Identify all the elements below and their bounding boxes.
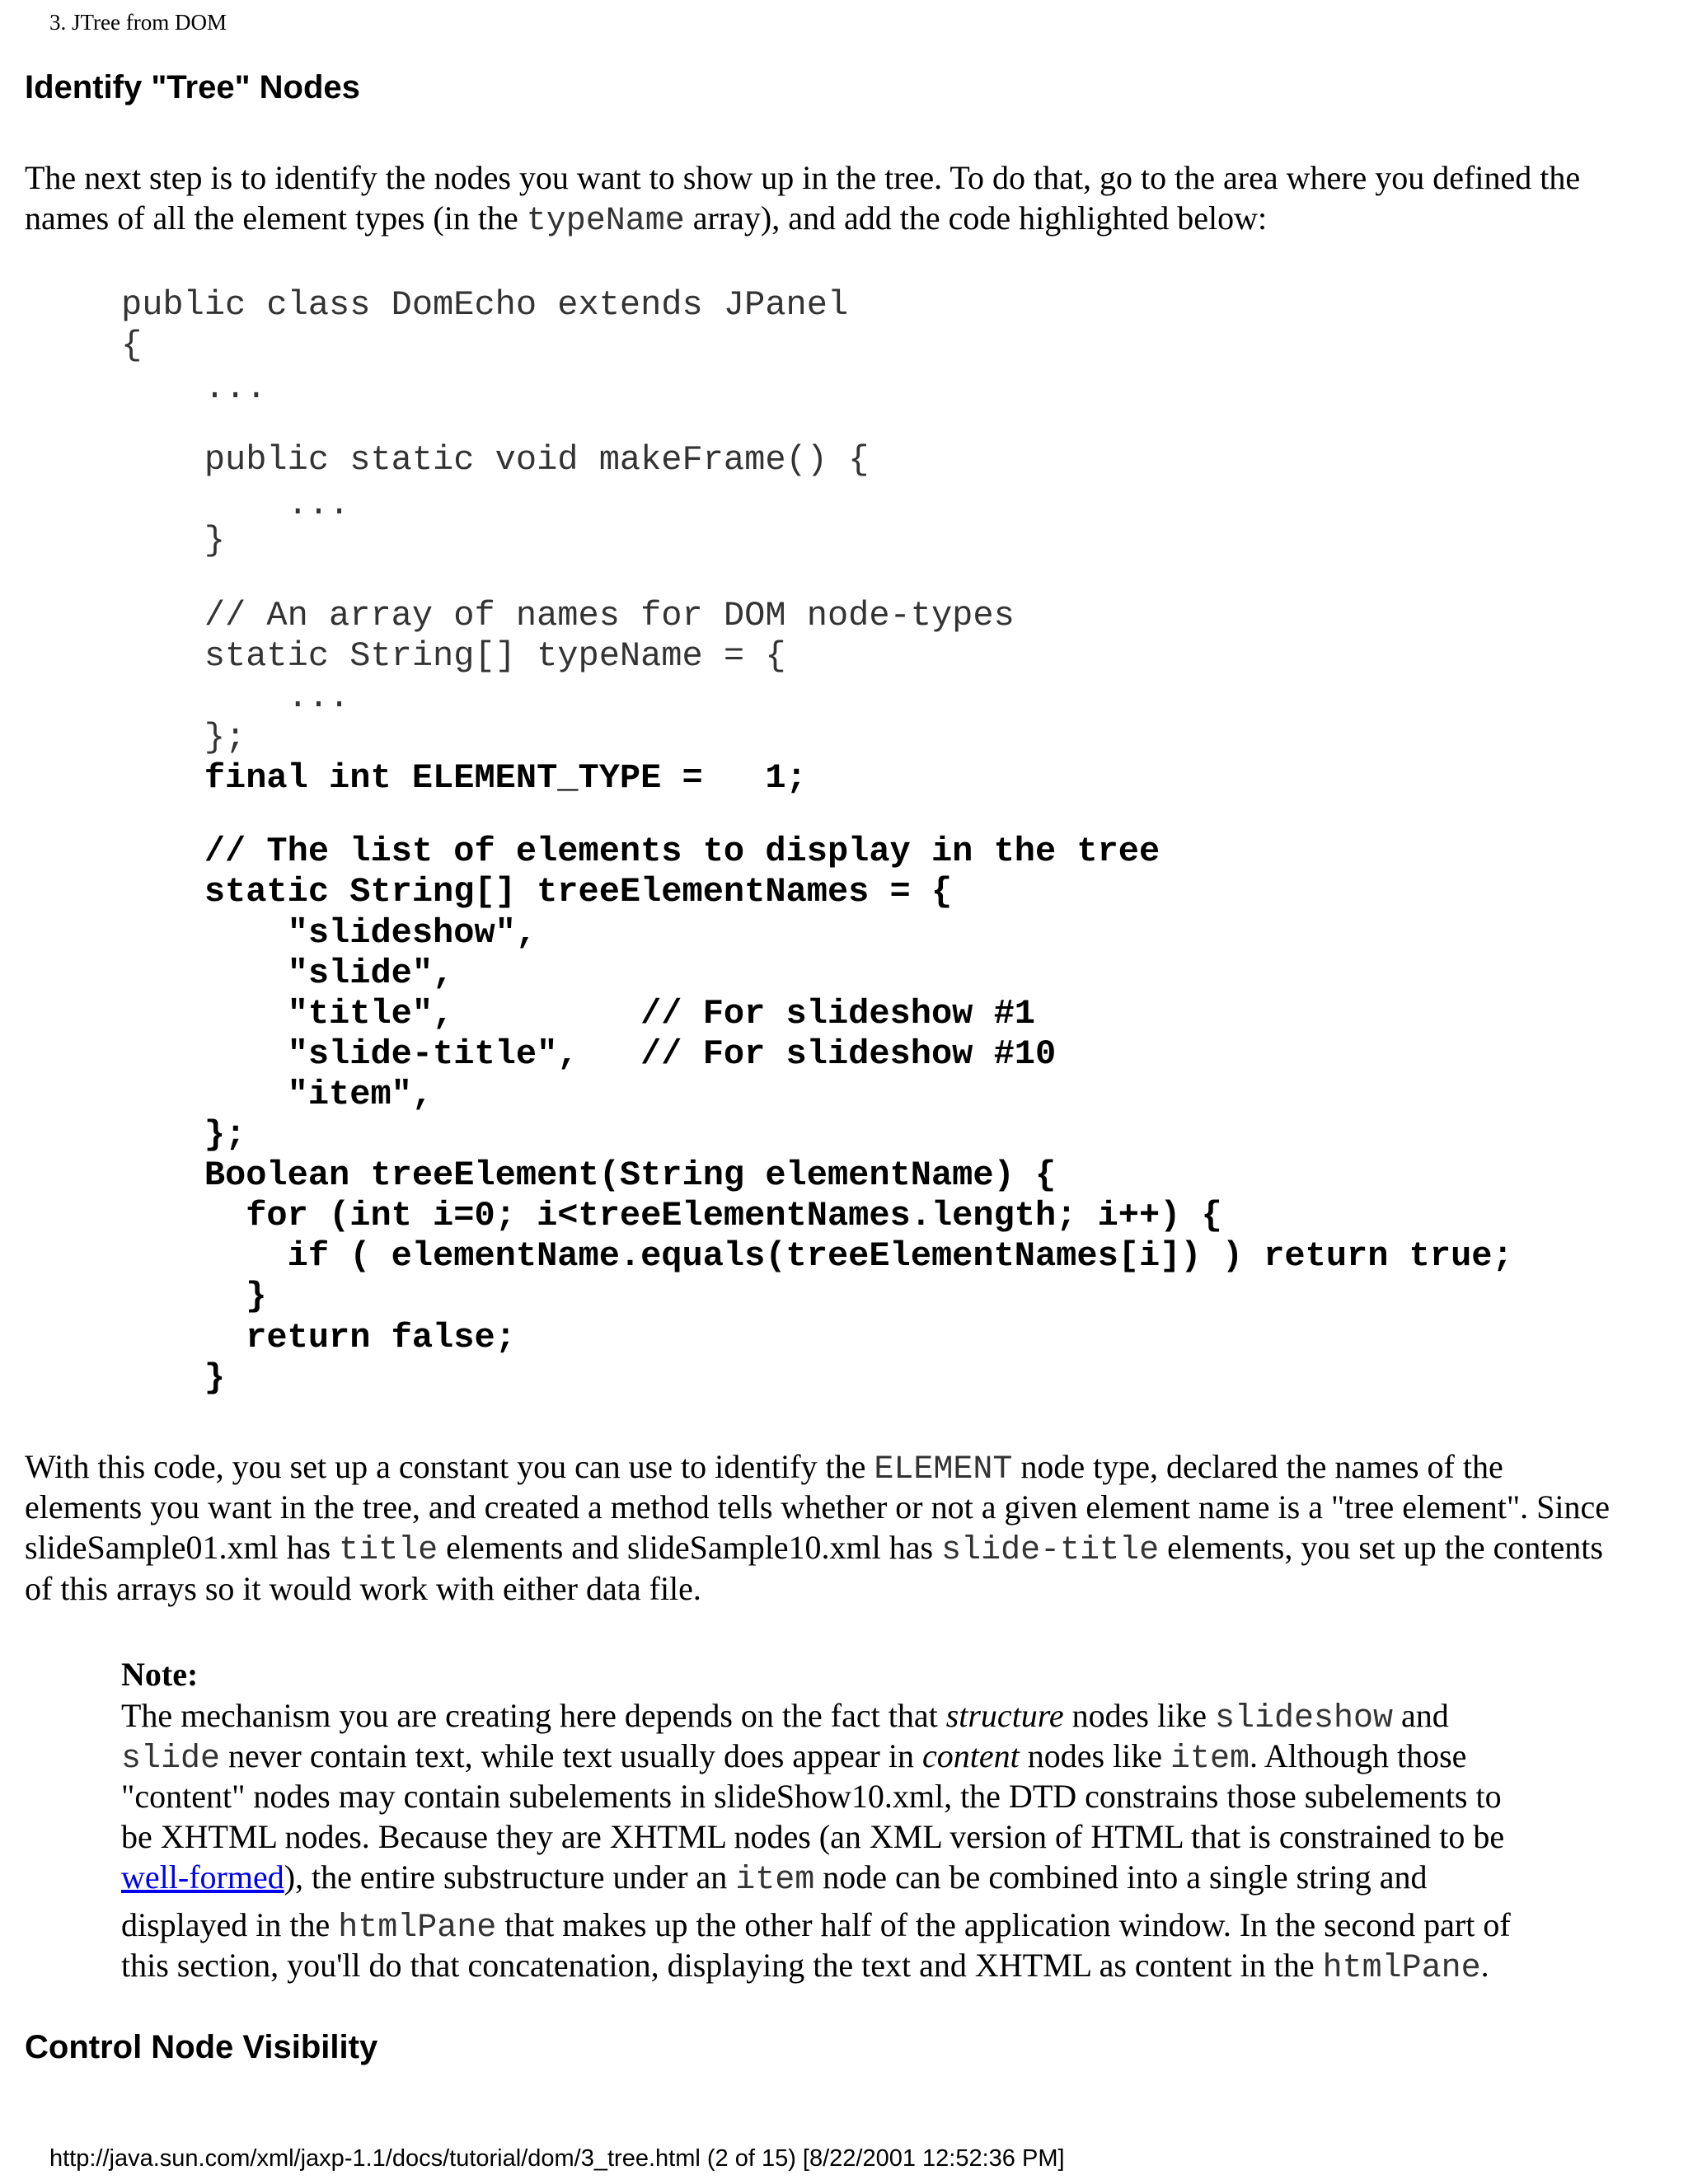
paragraph-line (25, 1568, 701, 1609)
note-line (121, 1736, 1466, 1776)
code-line-highlighted: "slideshow", (121, 913, 537, 953)
text: this section, you'll do that concatenation, displaying the text and XHTML as content in the (121, 1947, 1323, 1984)
text: displayed in the (121, 1906, 339, 1943)
code-line: ... (121, 368, 267, 408)
text: node type, declared the names of the (1012, 1448, 1503, 1485)
code-line-highlighted: if ( elementName.equals(treeElementNames[i]) ) return true; (121, 1236, 1513, 1276)
text: array), and add the code highlighted below: (684, 199, 1268, 237)
text: names of all the element types (in the (25, 199, 527, 237)
text: and (1393, 1697, 1449, 1734)
inline-code: item (735, 1862, 815, 1899)
paragraph-line (25, 1487, 1610, 1527)
note-line (121, 1776, 1502, 1816)
code-line: ... (121, 485, 350, 524)
code-line: } (121, 521, 226, 560)
code-line-highlighted: } (121, 1358, 226, 1398)
page-header: 3. JTree from DOM (49, 10, 227, 35)
code-line: static String[] typeName = { (121, 636, 786, 676)
text: never contain text, while text usually does appear in (220, 1737, 922, 1774)
note-label: Note: (121, 1656, 199, 1693)
code-line-highlighted: "slide", (121, 954, 454, 993)
text: "content" nodes may contain subelements in slideShow10.xml, the DTD constrains those subelements to (121, 1778, 1502, 1815)
text: elements and slideSample10.xml has (438, 1529, 942, 1566)
inline-code: ELEMENT (874, 1451, 1013, 1488)
text: elements you want in the tree, and created a method tells whether or not a given element name is a "tree element". Since (25, 1488, 1611, 1526)
note-line (121, 1816, 1504, 1857)
code-line: { (121, 326, 143, 365)
text: With this code, you set up a constant you can use to identify the (25, 1448, 874, 1485)
inline-code: title (339, 1532, 438, 1569)
inline-code: slideshow (1214, 1700, 1393, 1737)
code-line-highlighted: } (121, 1277, 267, 1316)
note-line (121, 1695, 1449, 1736)
page-footer-url: http://java.sun.com/xml/jaxp-1.1/docs/tutorial/dom/3_tree.html (2 of 15) [8/22/2001 12:52:36 PM] (49, 2145, 1065, 2172)
well-formed-link[interactable]: well-formed (121, 1858, 284, 1896)
text: ), the entire substructure under an (284, 1858, 736, 1896)
inline-code: slide-title (941, 1532, 1160, 1569)
paragraph-line (25, 157, 1580, 198)
code-line-highlighted: final int ELEMENT_TYPE = 1; (121, 758, 807, 798)
text: . Although those (1250, 1737, 1467, 1774)
code-line-highlighted: "title", // For slideshow #1 (121, 994, 1035, 1033)
code-line-highlighted: return false; (121, 1318, 516, 1357)
code-line: }; (121, 718, 246, 757)
emphasis: content (921, 1737, 1020, 1774)
text: slideSample01.xml has (25, 1529, 340, 1566)
code-line: public static void makeFrame() { (121, 440, 870, 480)
code-line-highlighted: "item", (121, 1075, 434, 1114)
text: be XHTML nodes. Because they are XHTML nodes (an XML version of HTML that is constrained to be (121, 1818, 1505, 1855)
section-heading-identify-tree-nodes: Identify "Tree" Nodes (25, 69, 360, 105)
note-line (121, 1945, 1489, 1985)
code-line: ... (121, 677, 350, 717)
note-line (121, 1857, 1427, 1897)
code-line-highlighted: static String[] treeElementNames = { (121, 872, 953, 912)
inline-code: htmlPane (1322, 1950, 1481, 1987)
text: that makes up the other half of the application window. In the second part of (496, 1906, 1511, 1943)
code-line-highlighted: for (int i=0; i<treeElementNames.length; i++) { (121, 1196, 1222, 1235)
inline-code: typeName (526, 203, 685, 240)
text: nodes like (1063, 1697, 1215, 1734)
paragraph-line (25, 1527, 1603, 1568)
note-line (121, 1905, 1511, 1945)
paragraph-line (25, 198, 1267, 238)
code-line-highlighted: Boolean treeElement(String elementName) { (121, 1155, 1057, 1195)
text: elements, you set up the contents (1159, 1529, 1603, 1566)
text: node can be combined into a single string and (814, 1858, 1428, 1896)
inline-code: slide (121, 1741, 221, 1778)
code-line-highlighted: "slide-title", // For slideshow #10 (121, 1034, 1057, 1074)
inline-code: item (1170, 1741, 1250, 1778)
code-line: public class DomEcho extends JPanel (121, 285, 849, 325)
text: of this arrays so it would work with either data file. (25, 1570, 701, 1607)
code-line-highlighted: // The list of elements to display in the tree (121, 832, 1160, 871)
paragraph-line (25, 1446, 1503, 1487)
text: . (1480, 1947, 1489, 1984)
code-line: // An array of names for DOM node-types (121, 596, 1015, 635)
text: The next step is to identify the nodes you want to show up in the tree. To do that, go to the area where you defined the (25, 159, 1581, 196)
code-line-highlighted: }; (121, 1115, 246, 1155)
text: nodes like (1019, 1737, 1171, 1774)
inline-code: htmlPane (338, 1910, 497, 1947)
emphasis: structure (945, 1697, 1064, 1734)
section-heading-control-node-visibility: Control Node Visibility (25, 2029, 378, 2065)
text: The mechanism you are creating here depends on the fact that (121, 1697, 946, 1734)
